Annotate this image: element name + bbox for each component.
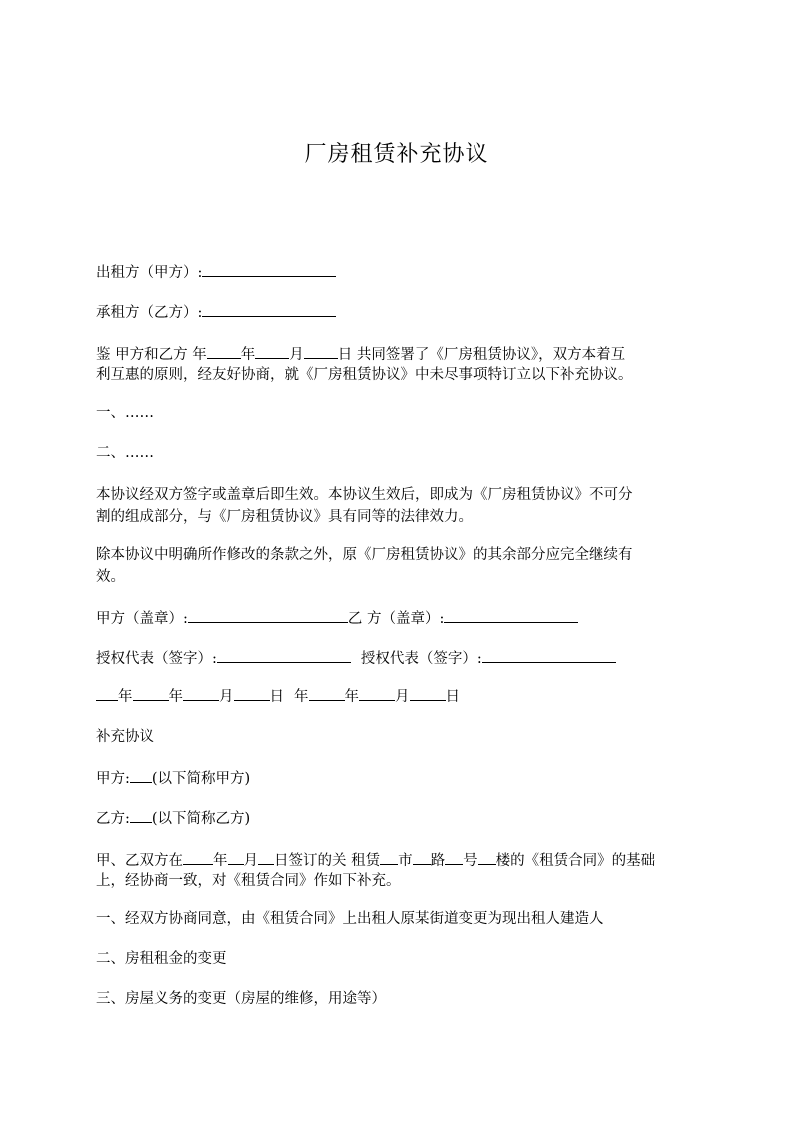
party-b-label: 乙方: xyxy=(96,811,130,827)
party-b-seal-label: 乙 方（盖章）: xyxy=(347,611,445,627)
date-a-month: 月 xyxy=(219,689,234,705)
intro-month-label: 月 xyxy=(289,347,304,363)
party-b-blank xyxy=(130,806,152,823)
basis-line-2: 上，经协商一致，对《租赁合同》作如下补充。 xyxy=(96,873,401,889)
rep-a-label: 授权代表（签字）: xyxy=(96,651,217,667)
basis-city-blank xyxy=(380,848,398,865)
party-b-note: (以下简称乙方) xyxy=(151,811,251,827)
date-b-year: 年 xyxy=(294,689,309,705)
lessor-line xyxy=(96,260,336,284)
lessor-blank xyxy=(202,260,336,277)
party-a-seal-blank xyxy=(188,606,348,623)
remain-line-1: 除本协议中明确所作修改的条款之外，原《厂房租赁协议》的其余部分应完全继续有 xyxy=(96,547,633,563)
supp-heading: 补充协议 xyxy=(96,729,154,745)
basis-year-blank xyxy=(183,848,213,865)
date-a-year2-blank xyxy=(133,684,169,701)
party-a-note: (以下简称甲方) xyxy=(151,771,251,787)
basis-no-blank xyxy=(445,848,463,865)
basis-road: 路 xyxy=(430,853,446,869)
date-a-month-blank xyxy=(183,684,219,701)
date-b-year-blank xyxy=(309,684,345,701)
intro-year-label: 年 xyxy=(240,347,256,363)
item-2: 二、…… xyxy=(96,445,154,461)
date-a-day-blank xyxy=(234,684,270,701)
effect-line-1: 本协议经双方签字或盖章后即生效。本协议生效后，即成为《厂房租赁协议》不可分 xyxy=(96,487,633,503)
basis-text-b: 日签订的关 租赁 xyxy=(274,853,381,869)
rep-b-label: 授权代表（签字）: xyxy=(360,651,482,667)
rep-a-blank xyxy=(217,646,351,663)
lessor-label: 出租方（甲方）: xyxy=(96,265,203,281)
date-a-year: 年 xyxy=(118,689,133,705)
rep-b-blank xyxy=(482,646,616,663)
basis-text-a: 甲、乙双方在 xyxy=(96,853,183,869)
party-b-line xyxy=(96,806,250,830)
intro-line-2: 利互惠的原则，经友好协商，就《厂房租赁协议》中未尽事项特订立以下补充协议。 xyxy=(96,367,633,383)
intro-text-b: 日 共同签署了《厂房租赁协议》，双方本着互 xyxy=(337,347,626,363)
basis-bld-blank xyxy=(478,848,496,865)
date-b-day-blank xyxy=(410,684,446,701)
basis-text-c: 楼的《租赁合同》的基础 xyxy=(495,853,656,869)
date-line xyxy=(96,684,460,708)
clause-3: 三、房屋义务的变更（房屋的维修，用途等） xyxy=(96,991,386,1007)
document-title: 厂房租赁补充协议 xyxy=(304,142,489,167)
intro-line-1 xyxy=(96,342,625,366)
effect-line-2: 割的组成部分，与《厂房租赁协议》具有同等的法律效力。 xyxy=(96,509,473,525)
date-b-year2: 年 xyxy=(344,689,359,705)
date-b-day: 日 xyxy=(445,689,460,705)
date-a-year2: 年 xyxy=(168,689,183,705)
date-a-year-blank xyxy=(96,684,118,701)
lessee-blank xyxy=(202,300,336,317)
party-a-label: 甲方: xyxy=(96,771,130,787)
clause-1: 一、经双方协商同意，由《租赁合同》上出租人原某街道变更为现出租人建造人 xyxy=(96,911,604,927)
intro-text-a: 鉴 甲方和乙方 年 xyxy=(96,347,207,363)
basis-line-1 xyxy=(96,848,655,872)
clause-2: 二、房租租金的变更 xyxy=(96,951,227,967)
date-a-day: 日 xyxy=(269,689,284,705)
basis-month: 月 xyxy=(243,853,258,869)
basis-city: 市 xyxy=(398,853,413,869)
basis-day-blank xyxy=(258,848,274,865)
party-a-line xyxy=(96,766,250,790)
date-b-month: 月 xyxy=(395,689,410,705)
party-a-blank xyxy=(130,766,152,783)
party-b-seal-blank xyxy=(444,606,578,623)
intro-month-blank xyxy=(304,342,338,359)
basis-road-blank xyxy=(413,848,431,865)
party-a-seal-label: 甲方（盖章）: xyxy=(96,611,188,627)
basis-no: 号 xyxy=(463,853,478,869)
remain-line-2: 效。 xyxy=(96,569,125,585)
basis-year: 年 xyxy=(213,853,228,869)
basis-month-blank xyxy=(228,848,244,865)
lessee-label: 承租方（乙方）: xyxy=(96,305,203,321)
rep-line xyxy=(96,646,616,670)
intro-year-blank xyxy=(207,342,241,359)
item-1: 一、…… xyxy=(96,405,154,421)
intro-year2-blank xyxy=(255,342,289,359)
date-b-month-blank xyxy=(359,684,395,701)
seal-line xyxy=(96,606,578,630)
lessee-line xyxy=(96,300,336,324)
